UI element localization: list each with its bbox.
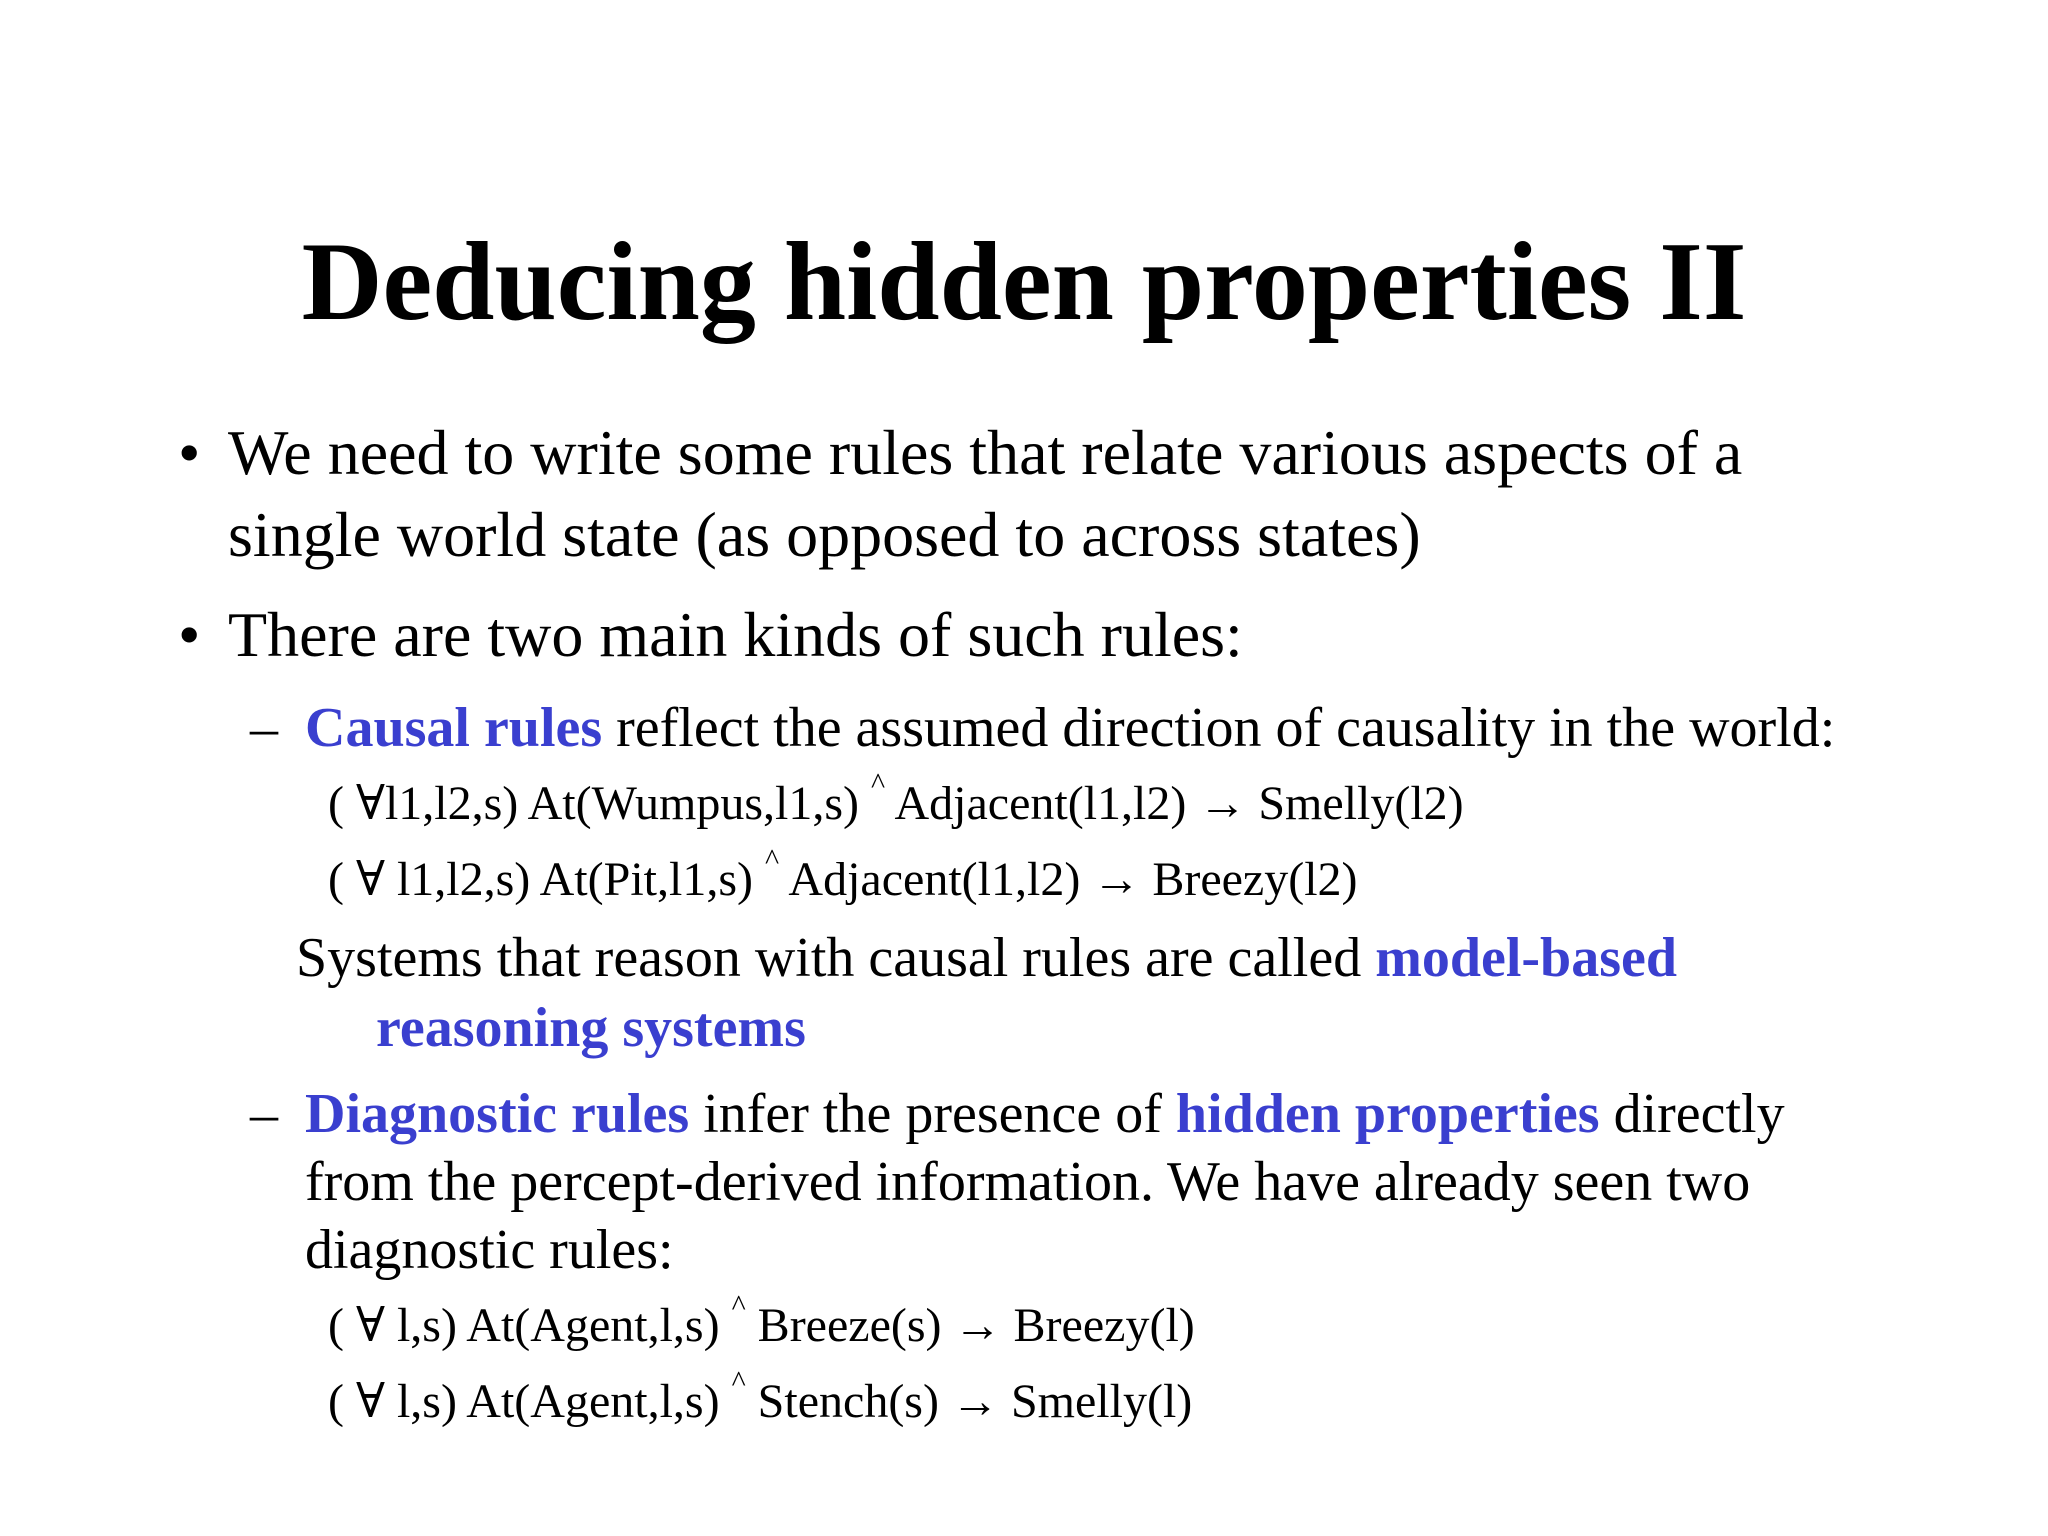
bullet-2-line-1: There are two main kinds of such rules: [228, 599, 1243, 670]
formula-left: ( ∀ l1,l2,s) At(Pit,l1,s) [328, 853, 765, 906]
bullet-1-line-2: single world state (as opposed to across states) [228, 499, 1421, 570]
diagnostic-text: directly [1599, 1083, 1785, 1145]
and-operator: ^ [871, 767, 886, 800]
diagnostic-text: infer the presence of [689, 1083, 1176, 1145]
sub-bullet-marker: – [250, 697, 278, 759]
and-operator: ^ [765, 843, 780, 876]
and-operator: ^ [731, 1365, 746, 1398]
formula-right: Stench(s) → Smelly(l) [745, 1375, 1193, 1428]
causal-rules-line [305, 694, 1835, 762]
causal-formula-pit [328, 843, 1358, 910]
diagnostic-rules-line-2: from the percept-derived information. We have already seen two [305, 1151, 1751, 1213]
bullet-marker: • [178, 599, 201, 670]
formula-right: Adjacent(l1,l2) → Smelly(l2) [885, 777, 1464, 830]
causal-formula-wumpus [328, 767, 1464, 834]
bullet-marker: • [178, 417, 201, 488]
diagnostic-rules-term: Diagnostic rules [305, 1083, 690, 1145]
model-based-term: model-based [1375, 927, 1677, 989]
formula-left: ( ∀l1,l2,s) At(Wumpus,l1,s) [328, 777, 872, 830]
formula-right: Adjacent(l1,l2) → Breezy(l2) [779, 853, 1358, 906]
diagnostic-formula-breeze [328, 1289, 1195, 1356]
causal-rules-term: Causal rules [305, 697, 603, 759]
formula-right: Breeze(s) → Breezy(l) [745, 1299, 1195, 1352]
model-based-note-line-2 [376, 994, 806, 1062]
and-operator: ^ [731, 1289, 746, 1322]
formula-left: ( ∀ l,s) At(Agent,l,s) [328, 1375, 732, 1428]
formula-left: ( ∀ l,s) At(Agent,l,s) [328, 1299, 732, 1352]
slide-title: Deducing hidden properties II [301, 220, 1747, 344]
model-based-note-line-1 [296, 924, 1677, 992]
diagnostic-formula-stench [328, 1365, 1193, 1432]
diagnostic-rules-line-3: diagnostic rules: [305, 1219, 674, 1281]
hidden-properties-term: hidden properties [1175, 1083, 1600, 1145]
reasoning-systems-term: reasoning systems [376, 997, 806, 1059]
causal-rules-description: reflect the assumed direction of causality in the world: [602, 697, 1836, 759]
bullet-1-line-1: We need to write some rules that relate various aspects of a [228, 417, 1743, 488]
note-text: Systems that reason with causal rules are called [296, 927, 1376, 989]
diagnostic-rules-line-1 [305, 1080, 1785, 1148]
sub-bullet-marker: – [250, 1083, 278, 1145]
